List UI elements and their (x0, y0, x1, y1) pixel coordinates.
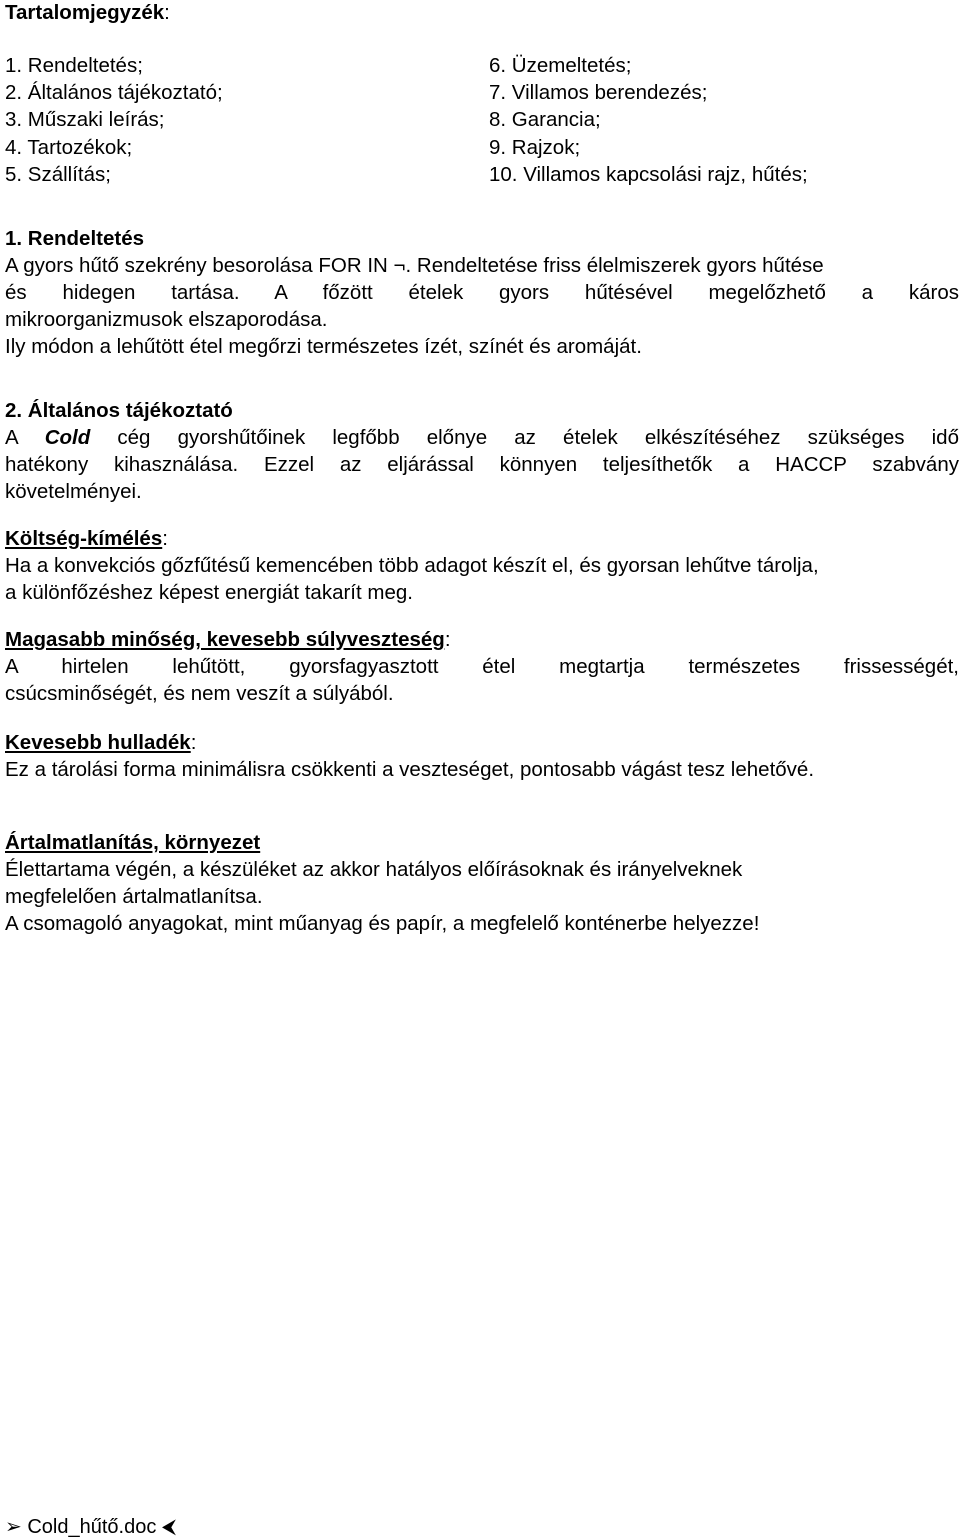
section-heading: 2. Általános tájékoztató (5, 399, 233, 422)
toc-right-column (489, 52, 808, 188)
paragraph-line: A hirtelen lehűtött, gyorsfagyasztott étel megtartja természetes frissességét, (5, 655, 959, 678)
paragraph-line: csúcsminőségét, és nem veszít a súlyából. (5, 682, 394, 705)
paragraph-line: mikroorganizmusok elszaporodása. (5, 308, 328, 331)
section-koltseg (5, 525, 959, 606)
arrow-left-icon: ⮜ (161, 1516, 177, 1538)
section-artalmatlanitas (5, 829, 959, 937)
paragraph-line: hatékony kihasználása. Ezzel az eljárással könnyen teljesíthetők a HACCP szabvány (5, 453, 959, 476)
toc-title-colon: : (164, 1, 170, 24)
footer-filename: Cold_hűtő.doc (27, 1516, 157, 1538)
toc-title-text: Tartalomjegyzék (5, 1, 165, 24)
toc-title (5, 0, 170, 26)
section-minoseg (5, 626, 959, 707)
toc-item: 7. Villamos berendezés; (489, 81, 708, 105)
subheading-colon: : (190, 731, 197, 754)
text-run: A (5, 426, 18, 449)
subheading-colon: : (444, 628, 451, 651)
subheading (5, 729, 959, 756)
section-altalanos (5, 397, 959, 505)
paragraph-line: és hidegen tartása. A főzött ételek gyors hűtésével megelőzhető a káros (5, 281, 959, 304)
toc-item: 5. Szállítás; (5, 162, 111, 186)
paragraph-line: a különfőzéshez képest energiát takarít meg. (5, 581, 413, 604)
paragraph-line: megfelelően ártalmatlanítsa. (5, 885, 263, 908)
paragraph-line: Ily módon a lehűtött étel megőrzi természetes ízét, színét és aromáját. (5, 335, 642, 358)
negation-symbol: ¬ (393, 254, 406, 277)
paragraph-line: A csomagoló anyagokat, mint műanyag és papír, a megfelelő konténerbe helyezze! (5, 912, 760, 935)
text-run: A gyors hűtő szekrény besorolása FOR IN (5, 254, 388, 277)
toc-item: 4. Tartozékok; (5, 135, 133, 159)
section-hulladek (5, 729, 959, 783)
subheading-text: Ártalmatlanítás, környezet (5, 831, 261, 854)
subheading-text: Költség-kímélés (5, 527, 163, 550)
arrow-right-icon: ➢ (5, 1516, 22, 1538)
paragraph-line: Ha a konvekciós gőzfűtésű kemencében több adagot készít el, és gyorsan lehűtve tárolja, (5, 554, 819, 577)
page-footer (5, 1514, 176, 1540)
subheading (5, 626, 959, 653)
toc-item: 10. Villamos kapcsolási rajz, hűtés; (489, 162, 808, 186)
subheading-text: Magasabb minőség, kevesebb súlyveszteség (5, 628, 445, 651)
toc-item: 8. Garancia; (489, 108, 601, 132)
toc-item: 9. Rajzok; (489, 135, 581, 159)
toc-item: 3. Műszaki leírás; (5, 108, 165, 132)
subheading-colon: : (162, 527, 168, 550)
section-rendeltetes (5, 225, 959, 360)
paragraph-line: követelményei. (5, 480, 142, 503)
subheading-text: Kevesebb hulladék (5, 731, 191, 754)
paragraph-line: Élettartama végén, a készüléket az akkor hatályos előírásoknak és irányelveknek (5, 858, 743, 881)
section-heading: 1. Rendeltetés (5, 227, 144, 250)
text-run: . Rendeltetése friss élelmiszerek gyors hűtése (405, 254, 824, 277)
text-run: cég gyorshűtőinek legfőbb előnye az ételek elkészítéséhez szükséges idő (117, 426, 959, 449)
toc-item: 1. Rendeltetés; (5, 54, 143, 77)
brand-name: Cold (44, 426, 91, 449)
toc-left-column (5, 52, 223, 188)
paragraph-line (5, 252, 959, 279)
paragraph-line (5, 424, 959, 451)
subheading (5, 525, 959, 552)
paragraph-line: Ez a tárolási forma minimálisra csökkenti a veszteséget, pontosabb vágást tesz lehetővé. (5, 758, 815, 781)
toc-item: 2. Általános tájékoztató; (5, 81, 223, 105)
toc-item: 6. Üzemeltetés; (489, 54, 632, 77)
